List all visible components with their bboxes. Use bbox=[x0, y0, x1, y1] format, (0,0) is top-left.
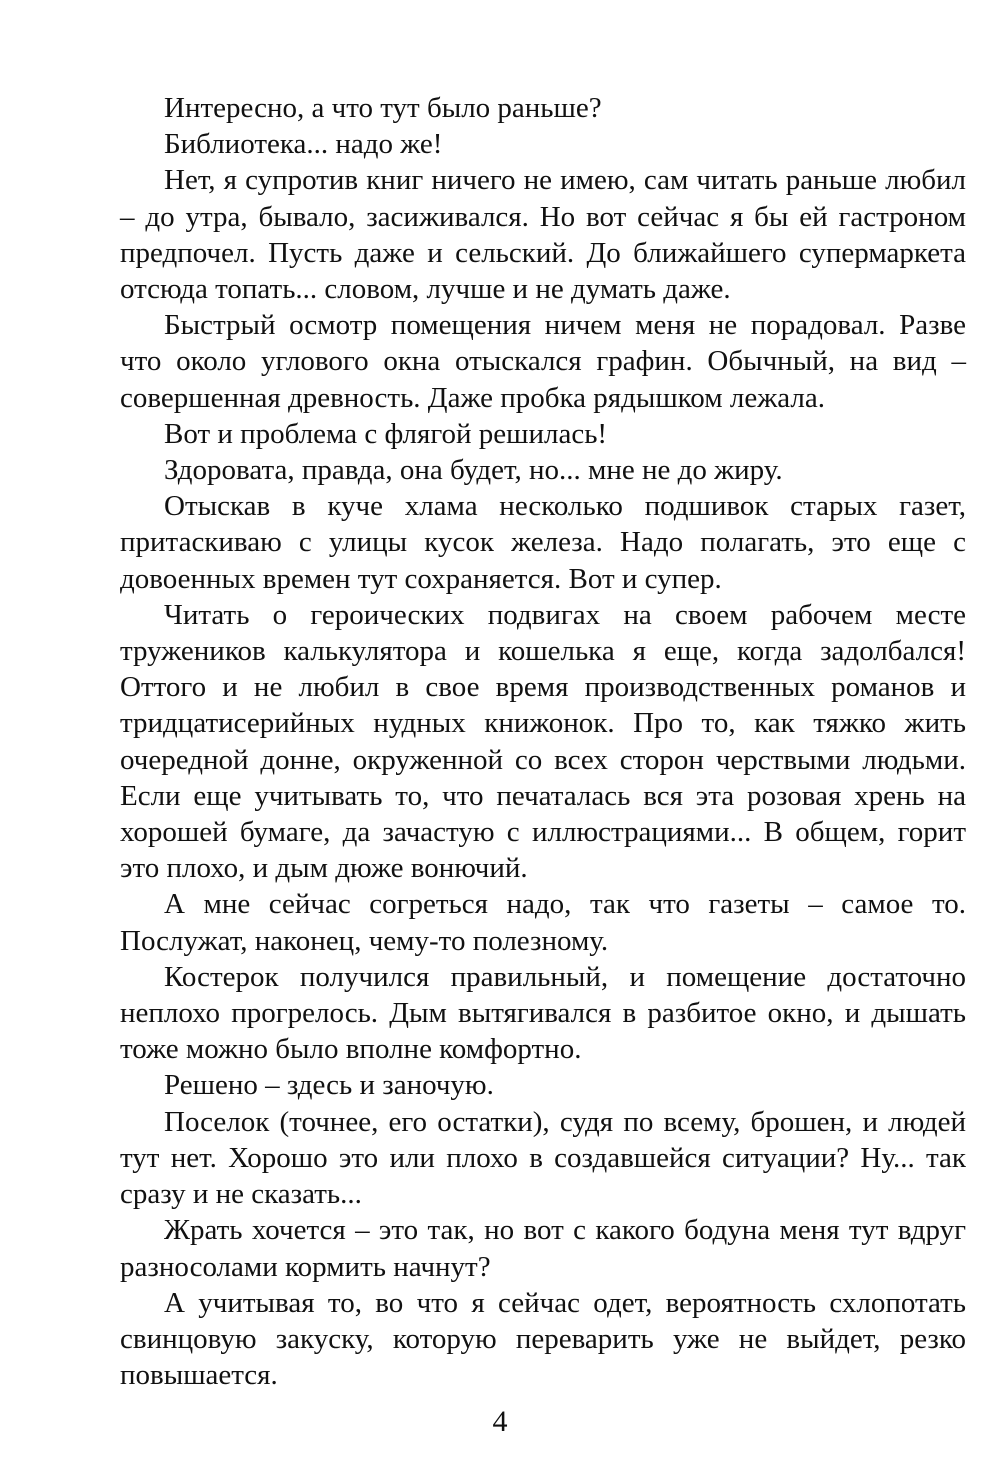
paragraph: Нет, я супротив книг ничего не имею, сам читать раньше любил – до утра, бывало, засиживался. Но вот сейчас я бы ей гастроном предпочел. Пусть даже и сельский. До ближайшего супермаркета отсюда топать... словом, лучше и не думать даже. bbox=[120, 164, 966, 306]
page-number: 4 bbox=[492, 1405, 508, 1438]
paragraph: Вот и проблема с флягой решилась! bbox=[164, 417, 608, 450]
paragraph: Библиотека... надо же! bbox=[164, 128, 443, 161]
body-text bbox=[120, 90, 966, 1393]
paragraph: А мне сейчас согреться надо, так что газеты – самое то. Послужат, наконец, чему-то полезному. bbox=[120, 888, 966, 957]
paragraph: Быстрый осмотр помещения ничем меня не порадовал. Разве что около углового окна отыскался графин. Обычный, на вид – совершенная древность. Даже пробка рядышком лежала. bbox=[120, 309, 966, 414]
paragraph: Здоровата, правда, она будет, но... мне не до жиру. bbox=[164, 454, 783, 487]
paragraph: А учитывая то, во что я сейчас одет, вероятность схлопотать свинцовую закуску, которую переварить уже не выйдет, резко повышается. bbox=[120, 1286, 966, 1392]
paragraph: Читать о героических подвигах на своем рабочем месте тружеников калькулятора и кошелька я еще, когда задолбался! Оттого и не любил в свое время производственных романов и тридцатисерийных нудных книжонок. Про то, как тяжко жить очередной донне, окруженной со всех сторон черствыми людьми. Если еще учитывать то, что печаталась вся эта розовая хрень на хорошей бумаге, да зачастую с иллюстрациями... В общем, горит это плохо, и дым дюже вонючий. bbox=[120, 598, 966, 885]
paragraph: Интересно, а что тут было раньше? bbox=[164, 92, 602, 124]
paragraph: Решено – здесь и заночую. bbox=[164, 1069, 494, 1102]
paragraph: Отыскав в куче хлама несколько подшивок старых газет, притаскиваю с улицы кусок железа. Надо полагать, это еще с довоенных времен тут сохраняется. Вот и супер. bbox=[120, 490, 966, 595]
paragraph: Жрать хочется – это так, но вот с какого бодуна меня тут вдруг разносолами кормить начнут? bbox=[120, 1214, 966, 1283]
paragraph: Поселок (точнее, его остатки), судя по всему, брошен, и людей тут нет. Хорошо это или плохо в создавшейся ситуации? Ну... так сразу и не сказать... bbox=[120, 1105, 966, 1211]
paragraph: Костерок получился правильный, и помещение достаточно неплохо прогрелось. Дым вытягивался в разбитое окно, и дышать тоже можно было вполне комфортно. bbox=[120, 960, 966, 1066]
